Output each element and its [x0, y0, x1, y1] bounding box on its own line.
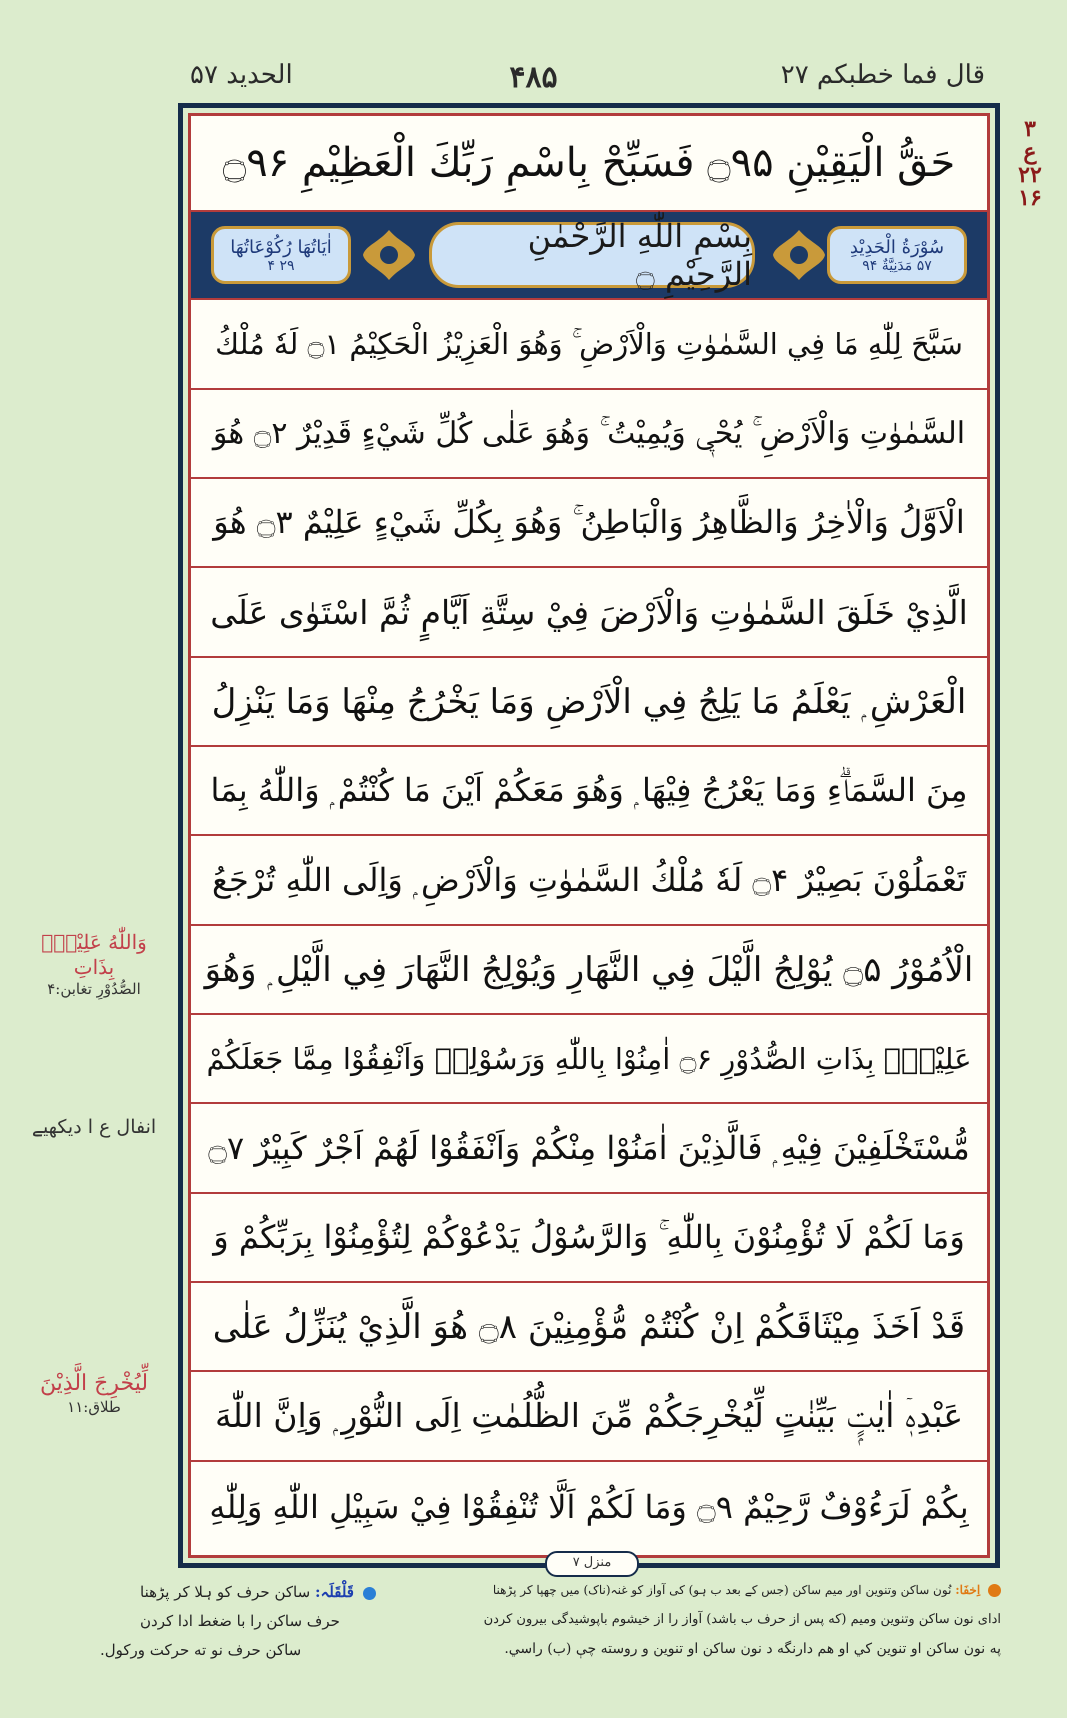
verse-line: وَمَا لَكُمْ لَا تُؤْمِنُوْنَ بِاللّٰهِ ۚ وَالرَّسُوْلُ يَدْعُوْكُمْ لِتُؤْمِنُوْا بِرَبِّكُمْ وَ [191, 1194, 987, 1283]
verse-line: بِكُمْ لَرَءُوْفٌ رَّحِيْمٌ ۝۹ وَمَا لَكُمْ اَلَّا تُنْفِقُوْا فِيْ سَبِيْلِ اللّٰهِ وَلِلّٰهِ [209, 1487, 969, 1526]
top-verse-line [191, 116, 987, 212]
orange-dot-icon [988, 1584, 1001, 1597]
bismillah-cartouche: بِسْمِ اللّٰهِ الرَّحْمٰنِ الرَّحِيْمِ ۝ [429, 222, 755, 288]
para-name-header: قال فما خطبکم ۲۷ [780, 60, 985, 90]
verse-line: الْعَرْشِ ۭ يَعْلَمُ مَا يَلِجُ فِي الْاَرْضِ وَمَا يَخْرُجُ مِنْهَا وَمَا يَنْزِلُ [191, 658, 987, 747]
verse-line: مُّسْتَخْلَفِيْنَ فِيْهِ ۭ فَالَّذِيْنَ اٰمَنُوْا مِنْكُمْ وَاَنْفَقُوْا لَهُمْ اَجْرٌ كَبِيْرٌ ۝۷ [191, 1104, 987, 1194]
floral-ornament-icon [359, 226, 419, 284]
ayat-ruku-count-cartouche: اٰيَاتُهَا رُكُوْعَاتُهَا ۲۹ ۴ [211, 226, 351, 284]
verse-text: حَقُّ الْيَقِيْنِ ۝۹۵ فَسَبِّحْ بِاسْمِ رَبِّكَ الْعَظِيْمِ ۝۹۶ [222, 140, 956, 186]
legend-qalqala: قَلْقَلَہ: ساکن حرف کو ہلا کر پڑھنا [140, 1583, 376, 1601]
verse-line: السَّمٰوٰتِ وَالْاَرْضِ ۚ يُحْيٖ وَيُمِيْتُ ۚ وَهُوَ عَلٰى كُلِّ شَيْءٍ قَدِيْرٌ ۝۲ هُوَ [191, 390, 987, 479]
legend-persian-qalqala: حرف ساکن را با ضغط ادا کردن [140, 1612, 340, 1630]
verse-line: عَبْدِهٖۤ اٰيٰتٍۭ بَيِّنٰتٍ لِّيُخْرِجَكُمْ مِّنَ الظُّلُمٰتِ اِلَى النُّوْرِ ۭ وَاِنَّ اللّٰهَ [191, 1372, 987, 1462]
verse-line: الْاَوَّلُ وَالْاٰخِرُ وَالظَّاهِرُ وَالْبَاطِنُ ۚ وَهُوَ بِكُلِّ شَيْءٍ عَلِيْمٌ ۝۳ هُوَ [191, 479, 987, 568]
legend-ikhfa: اِخفَا: نُون ساکن وتنوین اور میم ساکن (جس کے بعد ب ہو) کی آواز کو غنہ(ناک) میں چھپا کر پڑھنا [493, 1583, 1001, 1597]
page-number: ۴۸۵ [509, 60, 558, 95]
margin-note: انفال ع ا دیکھیے [31, 1116, 157, 1138]
verse-line: مِنَ السَّمَاۗءِ وَمَا يَعْرُجُ فِيْهَا ۭ وَهُوَ مَعَكُمْ اَيْنَ مَا كُنْتُمْ ۭ وَاللّٰهُ بِمَا [191, 747, 987, 836]
surah-info-cartouche: سُوْرَةُ الْحَدِيْدِ ۵۷ مَدَنِيَّةٌ ۹۴ [827, 226, 967, 284]
legend-persian-ikhfa: ادای نون ساکن وتنوین ومیم (که پس از حرف ب باشد) آواز را از خیشوم باپوشیدگی بیرون کردن [483, 1612, 1001, 1627]
floral-ornament-icon [769, 226, 829, 284]
surah-name-header: الحدید ۵۷ [190, 60, 293, 90]
verse-line: عَلِيْمٌۢ بِذَاتِ الصُّدُوْرِ ۝۶ اٰمِنُوْا بِاللّٰهِ وَرَسُوْلِهٖ وَاَنْفِقُوْا مِمَّا جَعَلَكُمْ [191, 1015, 987, 1104]
legend-pashto-ikhfa: په نون ساکن او تنوین کي او هم دارنگه د نون ساکن او تنوین و روسته چې (ب) راسي. [504, 1641, 1001, 1657]
verse-line: سَبَّحَ لِلّٰهِ مَا فِي السَّمٰوٰتِ وَالْاَرْضِ ۚ وَهُوَ الْعَزِيْزُ الْحَكِيْمُ ۝۱ لَهٗ مُلْكُ [191, 300, 987, 390]
manzil-marker: منزل ۷ [545, 1551, 639, 1577]
legend-pashto-qalqala: ساکن حرف نو ته حرکت ورکول. [100, 1641, 302, 1659]
ruku-marker: ۳ ع ۲۲ ۱۶ [1018, 116, 1042, 212]
blue-dot-icon [363, 1587, 376, 1600]
margin-note: وَاللّٰهُ عَلِيْمٌۢ بِذَاتِ الصُّدُوْرِ تغابن:۴ [41, 930, 147, 998]
verse-line: الْاُمُوْرُ ۝۵ يُوْلِجُ الَّيْلَ فِي النَّهَارِ وَيُوْلِجُ النَّهَارَ فِي الَّيْلِ ۭ وَهُوَ [191, 926, 987, 1015]
verse-line: قَدْ اَخَذَ مِيْثَاقَكُمْ اِنْ كُنْتُمْ مُّؤْمِنِيْنَ ۝۸ هُوَ الَّذِيْ يُنَزِّلُ عَلٰى [191, 1283, 987, 1372]
surah-header-band [191, 212, 987, 300]
verse-line: الَّذِيْ خَلَقَ السَّمٰوٰتِ وَالْاَرْضَ فِيْ سِتَّةِ اَيَّامٍ ثُمَّ اسْتَوٰى عَلَى [191, 568, 987, 658]
verse-line: تَعْمَلُوْنَ بَصِيْرٌ ۝۴ لَهٗ مُلْكُ السَّمٰوٰتِ وَالْاَرْضِ ۭ وَاِلَى اللّٰهِ تُرْجَعُ [191, 836, 987, 926]
margin-note: لِّيُخْرِجَ الَّذِيْنَ طلاق:۱۱ [39, 1371, 149, 1416]
